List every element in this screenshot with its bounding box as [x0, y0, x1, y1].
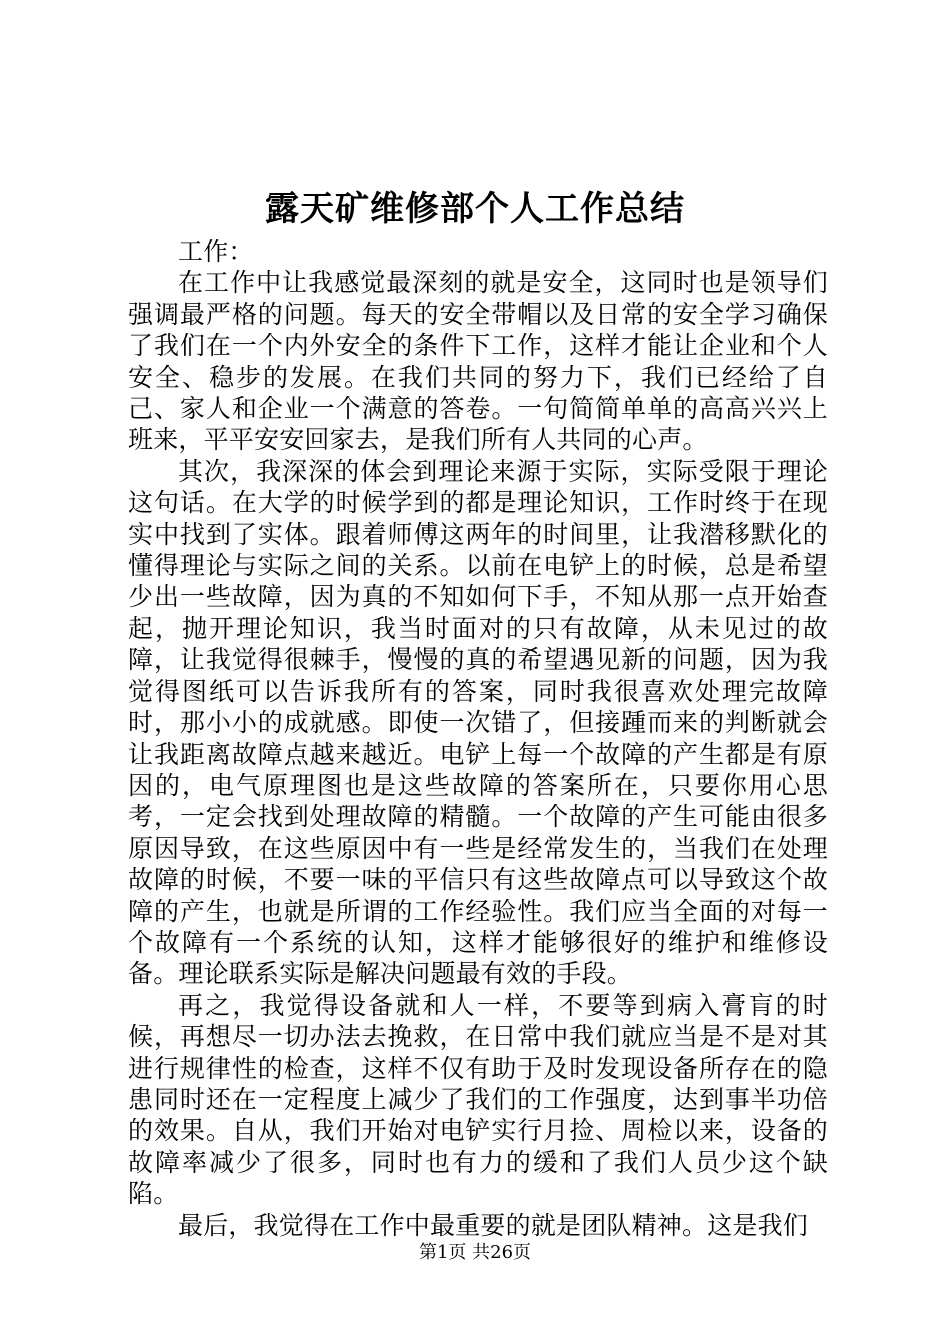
paragraph-safety: 在工作中让我感觉最深刻的就是安全，这同时也是领导们强调最严格的问题。每天的安全带帽以及日常的安全学习确保了我们在一个内外安全的条件下工作，这样才能让企业和个人安全、稳步的发展。在我们共同的努力下，我们已经给了自己、家人和企业一个满意的答卷。一句简简单单的高高兴兴上班来，平平安安回家去，是我们所有人共同的心声。	[128, 268, 828, 455]
document-body	[128, 236, 828, 1241]
paragraph-maintenance: 再之，我觉得设备就和人一样，不要等到病入膏肓的时候，再想尽一切办法去挽救，在日常中我们就应当是不是对其进行规律性的检查，这样不仅有助于及时发现设备所存在的隐患同时还在一定程度上减少了我们的工作强度，达到事半功倍的效果。自从，我们开始对电铲实行月捡、周检以来，设备的故障率减少了很多，同时也有力的缓和了我们人员少这个缺陷。	[128, 990, 828, 1209]
paragraph-heading: 工作：	[178, 237, 254, 266]
page-number-footer: 第1页 共26页	[418, 1242, 532, 1263]
paragraph-theory-practice: 其次，我深深的体会到理论来源于实际，实际受限于理论这句话。在大学的时候学到的都是理论知识，工作时终于在现实中找到了实体。跟着师傅这两年的时间里，让我潜移默化的懂得理论与实际之间的关系。以前在电铲上的时候，总是希望少出一些故障，因为真的不知如何下手，不知从那一点开始查起，抛开理论知识，我当时面对的只有故障，从未见过的故障，让我觉得很棘手，慢慢的真的希望遇见新的问题，因为我觉得图纸可以告诉我所有的答案，同时我很喜欢处理完故障时，那小小的成就感。即使一次错了，但接踵而来的判断就会让我距离故障点越来越近。电铲上每一个故障的产生都是有原因的，电气原理图也是这些故障的答案所在，只要你用心思考，一定会找到处理故障的精髓。一个故障的产生可能由很多原因导致，在这些原因中有一些是经常发生的，当我们在处理故障的时候，不要一味的平信只有这些故障点可以导致这个故障的产生，也就是所谓的工作经验性。我们应当全面的对每一个故障有一个系统的认知，这样才能够很好的维护和维修设备。理论联系实际是解决问题最有效的手段。	[128, 456, 828, 989]
paragraph-teamwork: 最后，我觉得在工作中最重要的就是团队精神。这是我们	[178, 1210, 809, 1240]
document-title: 露天矿维修部个人工作总结	[265, 189, 685, 229]
